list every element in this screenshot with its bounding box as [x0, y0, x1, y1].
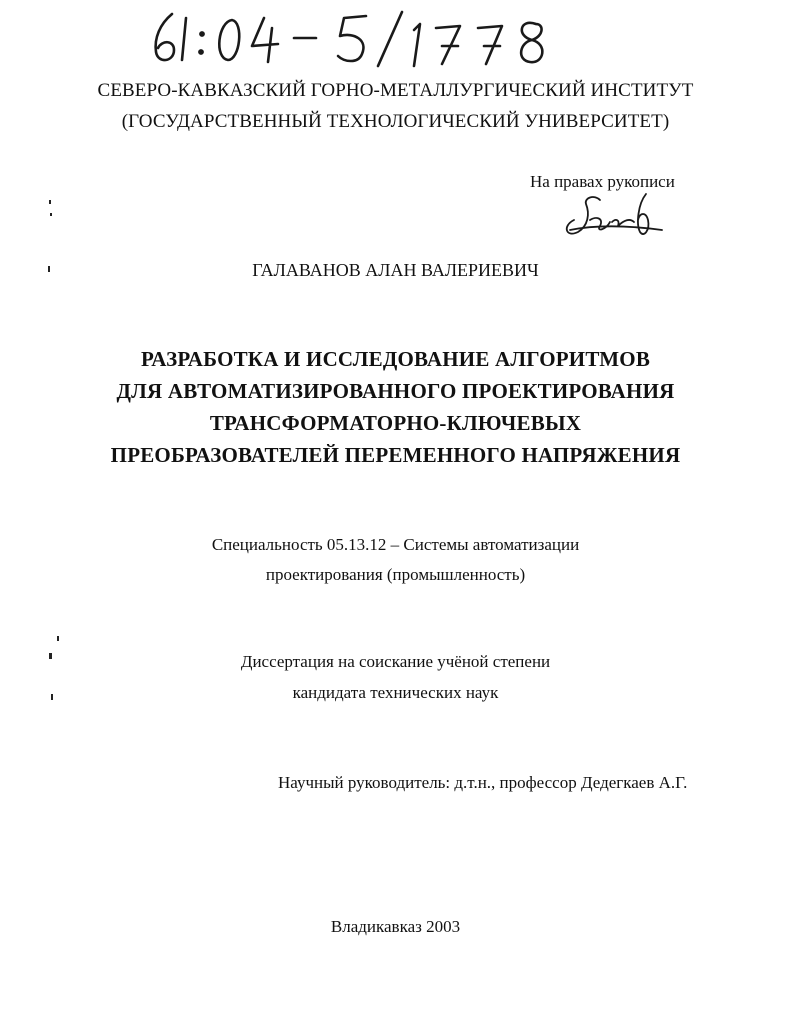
title-line-4: ПРЕОБРАЗОВАТЕЛЕЙ ПЕРЕМЕННОГО НАПРЯЖЕНИЯ [110, 443, 681, 467]
dissertation-line-2: кандидата технических наук [292, 683, 499, 702]
institute-line-2: (ГОСУДАРСТВЕННЫЙ ТЕХНОЛОГИЧЕСКИЙ УНИВЕРСИТЕТ) [121, 111, 670, 132]
signature [560, 190, 670, 242]
supervisor: Научный руководитель: д.т.н., профессор Дедегкаев А.Г. [278, 773, 688, 792]
dissertation-line-1: Диссертация на соискание учёной степени [240, 652, 551, 671]
title-line-2: ДЛЯ АВТОМАТИЗИРОВАННОГО ПРОЕКТИРОВАНИЯ [116, 379, 675, 403]
scan-mark [50, 213, 52, 216]
city-year: Владикавказ 2003 [330, 917, 461, 936]
scan-mark [49, 200, 51, 204]
scan-mark [49, 653, 52, 659]
specialty-line-1: Специальность 05.13.12 – Системы автоматизации [211, 535, 580, 554]
scan-mark [51, 694, 53, 700]
scan-mark [57, 636, 59, 641]
specialty-line-2: проектирования (промышленность) [265, 565, 526, 584]
scan-mark [48, 266, 50, 272]
manuscript-rights: На правах рукописи [530, 172, 675, 191]
institute-line-1: СЕВЕРО-КАВКАЗСКИЙ ГОРНО-МЕТАЛЛУРГИЧЕСКИЙ ИНСТИТУТ [97, 80, 694, 101]
title-line-3: ТРАНСФОРМАТОРНО-КЛЮЧЕВЫХ [209, 411, 582, 435]
title-line-1: РАЗРАБОТКА И ИССЛЕДОВАНИЕ АЛГОРИТМОВ [140, 347, 651, 371]
handwritten-code [140, 8, 560, 70]
author-name: ГАЛАВАНОВ АЛАН ВАЛЕРИЕВИЧ [252, 260, 539, 280]
